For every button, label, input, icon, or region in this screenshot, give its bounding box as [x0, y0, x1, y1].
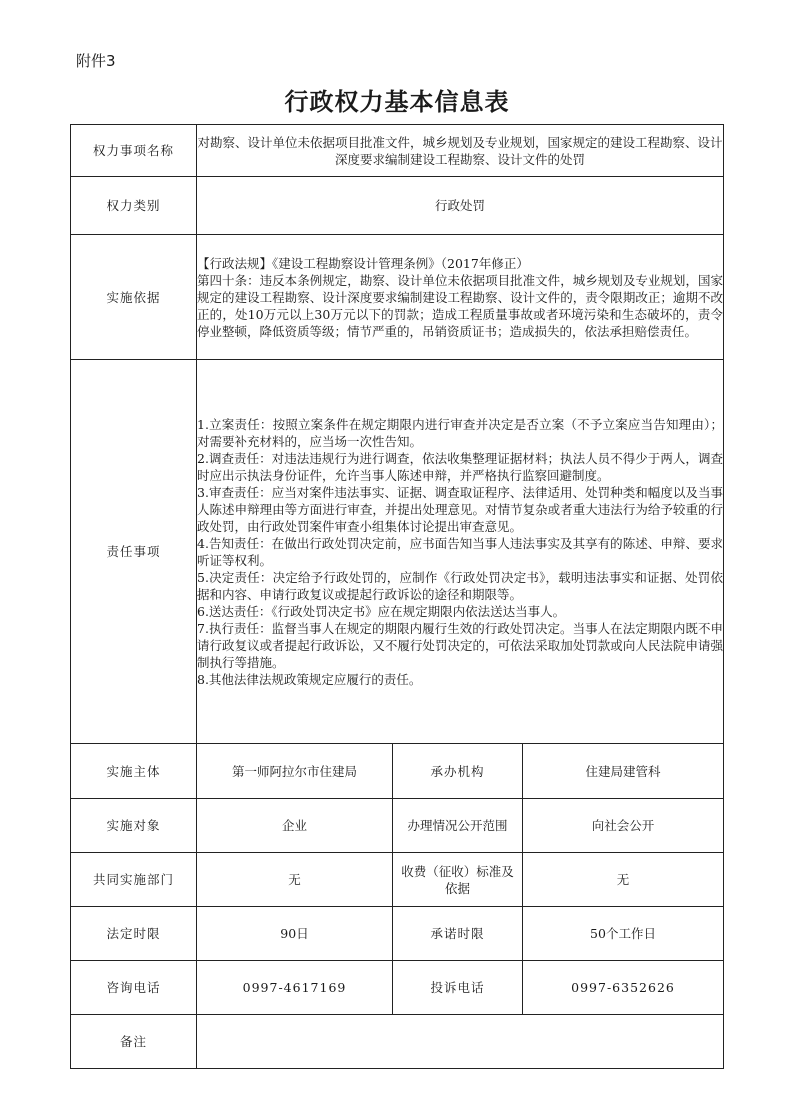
label-consult-phone: 咨询电话	[71, 961, 197, 1015]
row-subject	[71, 744, 724, 799]
label-handling-agency: 承办机构	[393, 744, 523, 799]
power-info-table	[70, 124, 724, 1069]
row-power-type	[71, 177, 724, 235]
value-legal-time: 90日	[197, 907, 393, 961]
label-remarks: 备注	[71, 1015, 197, 1069]
value-power-item: 对勘察、设计单位未依据项目批准文件，城乡规划及专业规划，国家规定的建设工程勘察、设计深度要求编制建设工程勘察、设计文件的处罚	[197, 125, 724, 177]
value-responsibility	[197, 360, 724, 744]
label-fee-standard: 收费（征收）标准及依据	[393, 853, 523, 907]
responsibility-item: 7.执行责任：监督当事人在规定的期限内履行生效的行政处罚决定。当事人在法定期限内既不申请行政复议或者提起行政诉讼，又不履行处罚决定的，可依法采取加处罚款或向人民法院申请强制执行等措施。	[197, 620, 723, 670]
responsibility-item: 4.告知责任：在做出行政处罚决定前，应书面告知当事人违法事实及其享有的陈述、申辩、要求听证等权利。	[197, 535, 723, 568]
responsibility-item: 6.送达责任：《行政处罚决定书》应在规定期限内依法送达当事人。	[197, 603, 566, 619]
value-subject: 第一师阿拉尔市住建局	[197, 744, 393, 799]
attachment-label: 附件3	[76, 52, 116, 70]
row-responsibility	[71, 360, 724, 744]
label-promised-time: 承诺时限	[393, 907, 523, 961]
label-power-item: 权力事项名称	[71, 125, 197, 177]
responsibility-item: 2.调查责任：对违法违规行为进行调查，依法收集整理证据材料；执法人员不得少于两人，调查时应出示执法身份证件，允许当事人陈述申辩，并严格执行监察回避制度。	[197, 450, 723, 483]
label-joint-dept: 共同实施部门	[71, 853, 197, 907]
responsibility-item: 1.立案责任：按照立案条件在规定期限内进行审查并决定是否立案（不予立案应当告知理由）；对需要补充材料的，应当场一次性告知。	[197, 416, 723, 449]
value-complaint-phone: 0997-6352626	[523, 961, 724, 1015]
label-complaint-phone: 投诉电话	[393, 961, 523, 1015]
row-remarks	[71, 1015, 724, 1069]
label-subject: 实施主体	[71, 744, 197, 799]
row-time-limit	[71, 907, 724, 961]
value-disclosure-scope: 向社会公开	[523, 799, 724, 853]
row-basis	[71, 235, 724, 360]
row-phones	[71, 961, 724, 1015]
value-remarks	[197, 1015, 724, 1069]
value-promised-time: 50个工作日	[523, 907, 724, 961]
label-power-type: 权力类别	[71, 177, 197, 235]
document-title: 行政权力基本信息表	[284, 88, 510, 116]
label-basis: 实施依据	[71, 235, 197, 360]
basis-article: 第四十条：违反本条例规定，勘察、设计单位未依据项目批准文件，城乡规划及专业规划，国家规定的建设工程勘察、设计深度要求编制建设工程勘察、设计文件的，责令限期改正；逾期不改正的，处10万元以上30万元以下的罚款；造成工程质量事故或者环境污染和生态破坏的，责令停业整顿，降低资质等级；情节严重的，吊销资质证书；造成损失的，依法承担赔偿责任。	[197, 272, 723, 339]
label-legal-time: 法定时限	[71, 907, 197, 961]
responsibility-item: 5.决定责任：决定给予行政处罚的，应制作《行政处罚决定书》，载明违法事实和证据、处罚依据和内容、申请行政复议或提起行政诉讼的途径和期限等。	[197, 569, 723, 602]
value-power-type: 行政处罚	[197, 177, 724, 235]
value-target: 企业	[197, 799, 393, 853]
value-consult-phone: 0997-4617169	[197, 961, 393, 1015]
value-basis	[197, 235, 724, 360]
value-handling-agency: 住建局建管科	[523, 744, 724, 799]
value-fee-standard: 无	[523, 853, 724, 907]
row-target	[71, 799, 724, 853]
row-power-item	[71, 125, 724, 177]
label-disclosure-scope: 办理情况公开范围	[393, 799, 523, 853]
responsibility-item: 3.审查责任：应当对案件违法事实、证据、调查取证程序、法律适用、处罚种类和幅度以及当事人陈述申辩理由等方面进行审查，并提出处理意见。对情节复杂或者重大违法行为给予较重的行政处罚，由行政处罚案件审查小组集体讨论提出审查意见。	[197, 484, 723, 534]
value-joint-dept: 无	[197, 853, 393, 907]
label-responsibility: 责任事项	[71, 360, 197, 744]
responsibility-item: 8.其他法律法规政策规定应履行的责任。	[197, 671, 422, 687]
label-target: 实施对象	[71, 799, 197, 853]
row-joint	[71, 853, 724, 907]
basis-regulation: 【行政法规】《建设工程勘察设计管理条例》（2017年修正）	[197, 255, 529, 271]
